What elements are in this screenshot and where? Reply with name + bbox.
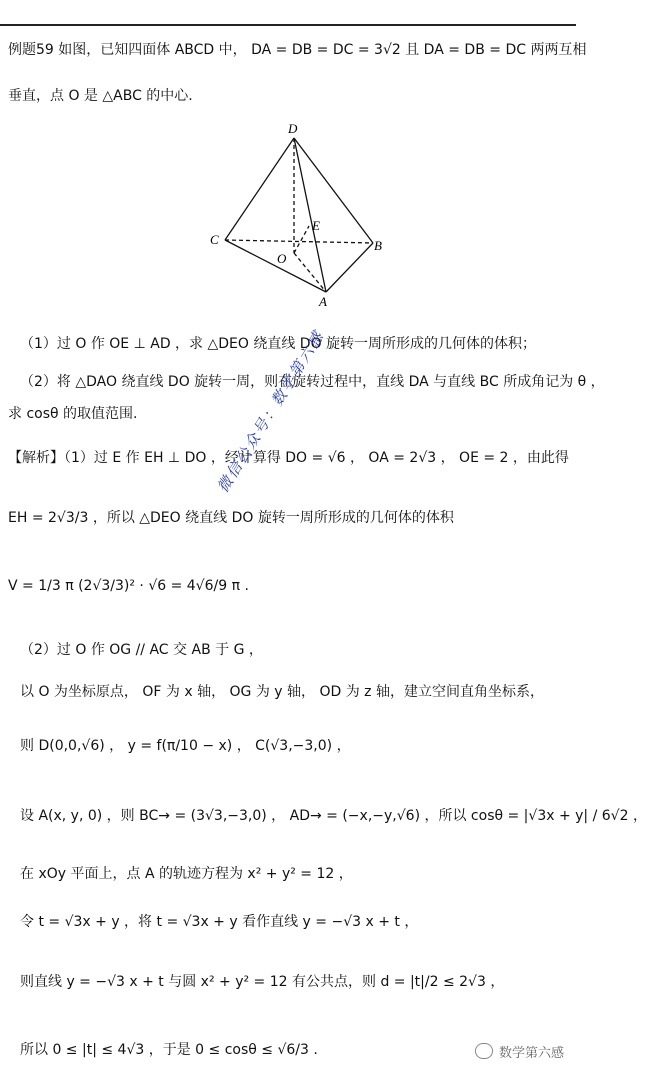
label-D: D xyxy=(288,121,298,136)
vectors-line: 设 A(x, y, 0) ，则 BC→ = (3√3,−3,0) ， AD→ = (−x,−y,√6) ，所以 cosθ = |√3x + y| / 6√2 ， xyxy=(20,808,647,824)
brand-label: 数学第六感 xyxy=(498,1046,564,1061)
question-1: （1）过 O 作 OE ⊥ AD ，求 △DEO 绕直线 DO 旋转一周所形成的几何体的体积； xyxy=(20,336,537,352)
wechat-icon xyxy=(475,1043,493,1059)
problem-line-2: 垂直，点 O 是 △ABC 的中心. xyxy=(8,88,193,104)
label-O: O xyxy=(277,251,287,266)
top-rule xyxy=(0,24,576,26)
volume-formula: V = 1/3 π (2√3/3)² · √6 = 4√6/9 π . xyxy=(8,578,249,594)
solution-part-2: （2）过 O 作 OG // AC 交 AB 于 G ， xyxy=(20,642,263,658)
edge-CA xyxy=(225,240,326,292)
label-A: A xyxy=(319,294,327,309)
edge-CB xyxy=(225,240,373,243)
label-C: C xyxy=(210,232,219,247)
substitution-line: 令 t = √3x + y ，将 t = √3x + y 看作直线 y = −√3 x + t ， xyxy=(20,914,419,930)
coordinates-line: 则 D(0,0,√6) ， y = f(π/10 − x) ， C(√3,−3,0) ， xyxy=(20,738,351,754)
segment-OA xyxy=(294,253,326,292)
solution-line-2: EH = 2√3/3 ，所以 △DEO 绕直线 DO 旋转一周所形成的几何体的体积 xyxy=(8,510,454,526)
distance-line: 则直线 y = −√3 x + t 与圆 x² + y² = 12 有公共点，则 d = |t|/2 ≤ 2√3 ， xyxy=(20,974,505,990)
edge-DC xyxy=(225,138,294,240)
label-E: E xyxy=(312,218,320,233)
segment-OE xyxy=(294,226,309,253)
edge-DB xyxy=(294,138,373,243)
label-B: B xyxy=(374,238,382,253)
brand-tag xyxy=(475,1042,564,1061)
edge-BA xyxy=(326,243,373,292)
tetrahedron-figure xyxy=(200,118,390,308)
watermark: 微信公众号：数学第六感 xyxy=(213,327,329,496)
solution-line-1: 【解析】（1）过 E 作 EH ⊥ DO ，经计算得 DO = √6 ， OA = 2√3 ， OE = 2 ，由此得 xyxy=(8,450,569,466)
locus-line: 在 xOy 平面上，点 A 的轨迹方程为 x² + y² = 12 ， xyxy=(20,866,353,882)
coordinate-setup: 以 O 为坐标原点， OF 为 x 轴， OG 为 y 轴， OD 为 z 轴，建立空间直角坐标系， xyxy=(20,684,544,700)
question-2-cont: 求 cosθ 的取值范围. xyxy=(8,406,138,422)
conclusion-line: 所以 0 ≤ |t| ≤ 4√3 ，于是 0 ≤ cosθ ≤ √6/3 . xyxy=(20,1042,318,1058)
question-2: （2）将 △DAO 绕直线 DO 旋转一周，则在旋转过程中，直线 DA 与直线 BC 所成角记为 θ ， xyxy=(20,374,605,390)
edge-DA xyxy=(294,138,326,292)
problem-line-1: 例题59 如图，已知四面体 ABCD 中， DA = DB = DC = 3√2 且 DA = DB = DC 两两互相 xyxy=(8,42,587,58)
